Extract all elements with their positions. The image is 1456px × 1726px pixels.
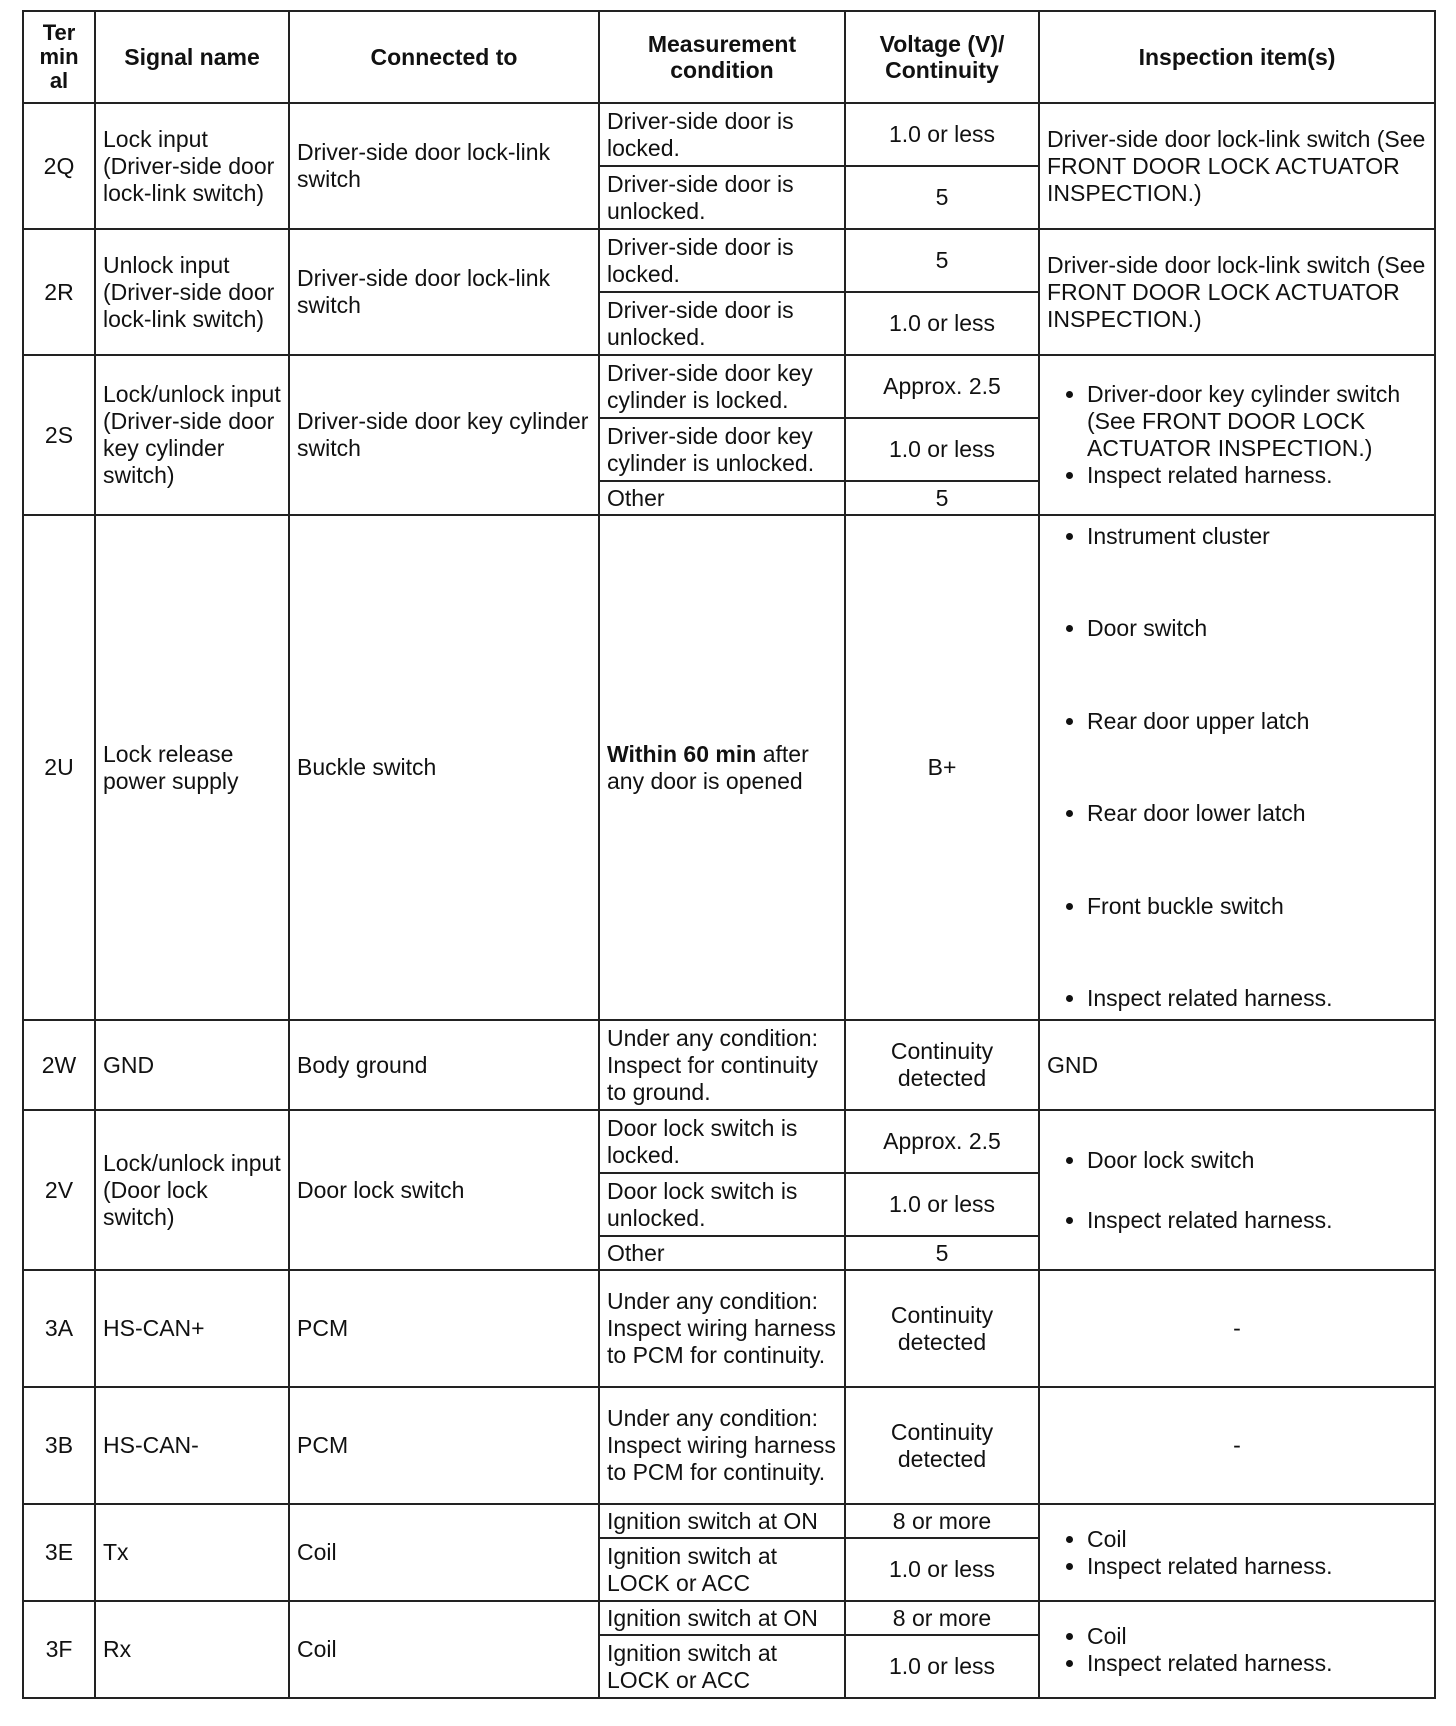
voltage-cell: 1.0 or less (845, 1538, 1039, 1601)
table-row (23, 515, 1435, 1020)
condition-cell: Other (599, 481, 845, 515)
condition-text: after any door is opened (607, 740, 809, 794)
list-item: • Instrument cluster (1087, 523, 1427, 550)
list-item: • Inspect related harness. (1087, 985, 1427, 1012)
voltage-cell: 5 (845, 229, 1039, 292)
connected-to-cell: Buckle switch (289, 515, 599, 1020)
connected-to-cell: Door lock switch (289, 1110, 599, 1270)
table-row (23, 229, 1435, 292)
table-row (23, 1020, 1435, 1110)
condition-cell: Driver-side door is locked. (599, 103, 845, 166)
condition-cell: Driver-side door is unlocked. (599, 166, 845, 229)
header-terminal: Ter min al (23, 11, 95, 103)
voltage-cell: Approx. 2.5 (845, 1110, 1039, 1173)
condition-bold-text: Within 60 min (607, 740, 757, 767)
list-item: • Driver-door key cylinder switch (See FRONT DOOR LOCK ACTUATOR INSPECTION.) (1087, 381, 1427, 462)
terminal-cell: 2W (23, 1020, 95, 1110)
voltage-cell: 1.0 or less (845, 103, 1039, 166)
terminal-cell: 2S (23, 355, 95, 515)
condition-cell: Door lock switch is locked. (599, 1110, 845, 1173)
signal-name-cell: Lock/unlock input (Door lock switch) (95, 1110, 289, 1270)
list-item: • Rear door upper latch (1087, 708, 1427, 735)
header-connected-to: Connected to (289, 11, 599, 103)
signal-name-cell: GND (95, 1020, 289, 1110)
inspection-cell (1039, 1504, 1435, 1601)
connected-to-cell: PCM (289, 1387, 599, 1504)
connected-to-cell: Driver-side door lock-link switch (289, 229, 599, 355)
voltage-cell: 5 (845, 166, 1039, 229)
connected-to-cell: Driver-side door key cylinder switch (289, 355, 599, 515)
voltage-cell: Approx. 2.5 (845, 355, 1039, 418)
table-row (23, 1387, 1435, 1504)
terminal-cell: 3B (23, 1387, 95, 1504)
terminal-inspection-table (22, 10, 1436, 1699)
connected-to-cell: Driver-side door lock-link switch (289, 103, 599, 229)
signal-name-cell: Lock/unlock input (Driver-side door key cylinder switch) (95, 355, 289, 515)
voltage-cell: Continuity detected (845, 1387, 1039, 1504)
voltage-cell: 1.0 or less (845, 292, 1039, 355)
signal-name-cell: HS-CAN- (95, 1387, 289, 1504)
list-item: • Rear door lower latch (1087, 800, 1427, 827)
list-item: • Inspect related harness. (1087, 1650, 1427, 1677)
list-item: • Inspect related harness. (1087, 462, 1427, 489)
table-row (23, 1504, 1435, 1538)
signal-name-cell: Unlock input (Driver-side door lock-link switch) (95, 229, 289, 355)
condition-cell: Under any condition: Inspect wiring harness to PCM for continuity. (599, 1270, 845, 1387)
terminal-cell: 2Q (23, 103, 95, 229)
list-item: • Front buckle switch (1087, 893, 1427, 920)
terminal-table-container (22, 10, 1434, 1699)
condition-cell: Ignition switch at LOCK or ACC (599, 1635, 845, 1698)
condition-cell: Ignition switch at ON (599, 1504, 845, 1538)
voltage-cell: 5 (845, 1236, 1039, 1270)
inspection-list (1047, 523, 1427, 1013)
table-row (23, 1601, 1435, 1635)
inspection-cell: - (1039, 1270, 1435, 1387)
header-voltage-continuity: Voltage (V)/ Continuity (845, 11, 1039, 103)
condition-cell: Ignition switch at LOCK or ACC (599, 1538, 845, 1601)
list-item: • Door switch (1087, 615, 1427, 642)
signal-name-cell: HS-CAN+ (95, 1270, 289, 1387)
inspection-cell (1039, 355, 1435, 515)
voltage-cell: Continuity detected (845, 1270, 1039, 1387)
terminal-cell: 2V (23, 1110, 95, 1270)
voltage-cell: 1.0 or less (845, 1173, 1039, 1236)
voltage-cell: 1.0 or less (845, 418, 1039, 481)
terminal-cell: 3F (23, 1601, 95, 1698)
list-item: • Coil (1087, 1526, 1427, 1553)
connected-to-cell: Coil (289, 1504, 599, 1601)
inspection-cell (1039, 1110, 1435, 1270)
condition-cell: Driver-side door key cylinder is locked. (599, 355, 845, 418)
connected-to-cell: Body ground (289, 1020, 599, 1110)
condition-cell: Under any condition: Inspect wiring harness to PCM for continuity. (599, 1387, 845, 1504)
condition-cell (599, 515, 845, 1020)
header-signal-name: Signal name (95, 11, 289, 103)
voltage-cell: 8 or more (845, 1504, 1039, 1538)
list-item: • Inspect related harness. (1087, 1207, 1427, 1234)
inspection-cell (1039, 515, 1435, 1020)
list-item: • Door lock switch (1087, 1147, 1427, 1174)
inspection-cell: - (1039, 1387, 1435, 1504)
table-row (23, 103, 1435, 166)
terminal-cell: 3E (23, 1504, 95, 1601)
condition-cell: Door lock switch is unlocked. (599, 1173, 845, 1236)
inspection-cell: Driver-side door lock-link switch (See FRONT DOOR LOCK ACTUATOR INSPECTION.) (1039, 103, 1435, 229)
inspection-cell (1039, 1601, 1435, 1698)
condition-cell: Driver-side door is unlocked. (599, 292, 845, 355)
header-measurement-condition: Measurement condition (599, 11, 845, 103)
inspection-list (1047, 381, 1427, 489)
signal-name-cell: Tx (95, 1504, 289, 1601)
header-row (23, 11, 1435, 103)
terminal-cell: 2U (23, 515, 95, 1020)
header-inspection-items: Inspection item(s) (1039, 11, 1435, 103)
condition-cell: Other (599, 1236, 845, 1270)
terminal-cell: 3A (23, 1270, 95, 1387)
voltage-cell: B+ (845, 515, 1039, 1020)
table-row (23, 355, 1435, 418)
terminal-cell: 2R (23, 229, 95, 355)
inspection-cell: GND (1039, 1020, 1435, 1110)
voltage-cell: 8 or more (845, 1601, 1039, 1635)
table-row (23, 1270, 1435, 1387)
list-item: • Inspect related harness. (1087, 1553, 1427, 1580)
voltage-cell: Continuity detected (845, 1020, 1039, 1110)
inspection-cell: Driver-side door lock-link switch (See FRONT DOOR LOCK ACTUATOR INSPECTION.) (1039, 229, 1435, 355)
connected-to-cell: Coil (289, 1601, 599, 1698)
inspection-list (1047, 1623, 1427, 1677)
table-row (23, 1110, 1435, 1173)
voltage-cell: 5 (845, 481, 1039, 515)
connected-to-cell: PCM (289, 1270, 599, 1387)
inspection-list (1047, 1526, 1427, 1580)
condition-cell: Driver-side door is locked. (599, 229, 845, 292)
signal-name-cell: Lock input (Driver-side door lock-link switch) (95, 103, 289, 229)
condition-cell: Ignition switch at ON (599, 1601, 845, 1635)
voltage-cell: 1.0 or less (845, 1635, 1039, 1698)
inspection-list (1047, 1130, 1427, 1250)
list-item: • Coil (1087, 1623, 1427, 1650)
signal-name-cell: Lock release power supply (95, 515, 289, 1020)
condition-cell: Driver-side door key cylinder is unlocked. (599, 418, 845, 481)
condition-cell: Under any condition: Inspect for continuity to ground. (599, 1020, 845, 1110)
signal-name-cell: Rx (95, 1601, 289, 1698)
